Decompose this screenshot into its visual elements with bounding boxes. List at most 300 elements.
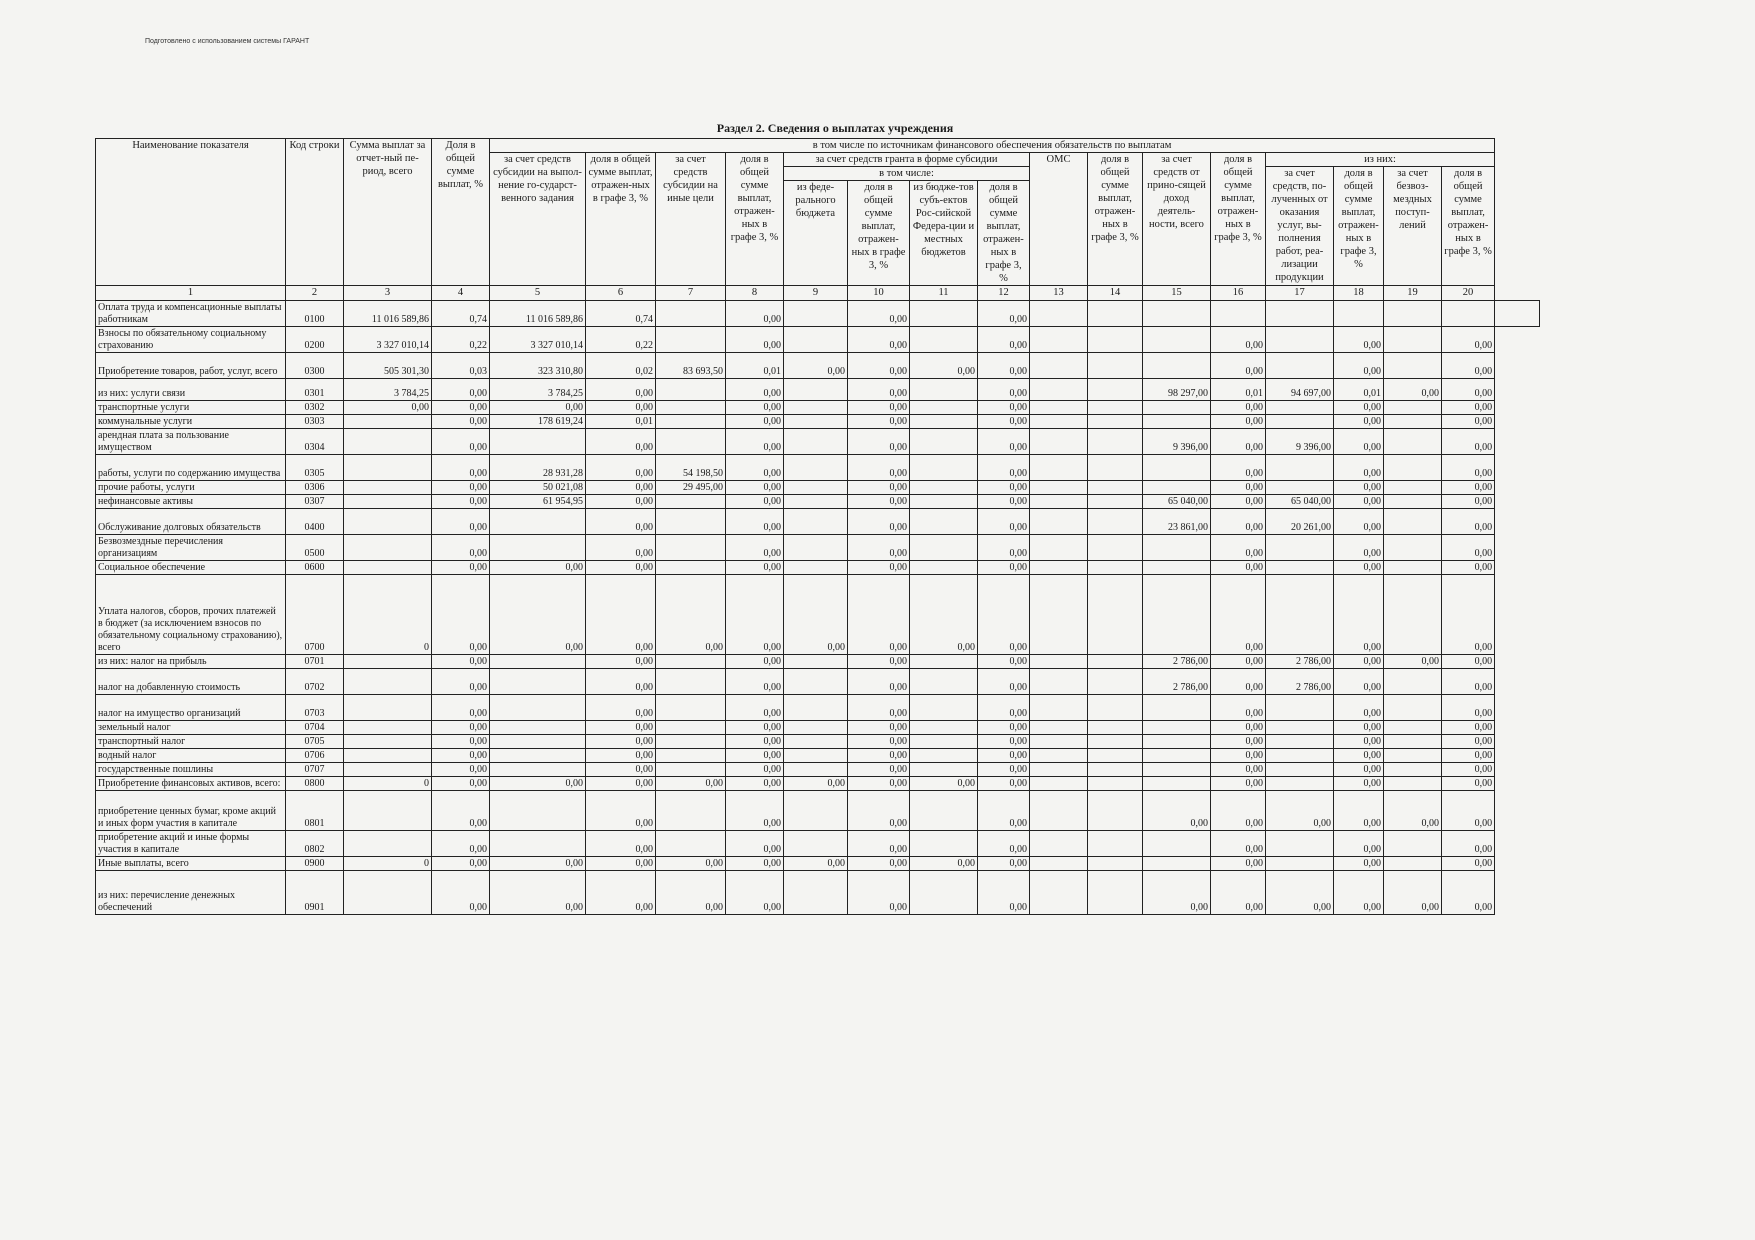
cell-value: 0,00 xyxy=(1211,871,1266,915)
cell-value: 0,00 xyxy=(1334,401,1384,415)
column-number: 4 xyxy=(432,286,490,301)
column-number: 17 xyxy=(1266,286,1334,301)
cell-value: 0,00 xyxy=(1266,871,1334,915)
cell-value: 0,00 xyxy=(1384,655,1442,669)
cell-value: 0,00 xyxy=(910,777,978,791)
cell-value xyxy=(1143,763,1211,777)
cell-value xyxy=(910,871,978,915)
cell-value: 0,00 xyxy=(1334,481,1384,495)
payments-table xyxy=(95,138,1540,915)
col-12-header: доля в общей сумме выплат, отражен-ных в графе 3, % xyxy=(978,181,1030,286)
cell-value: 0,00 xyxy=(726,749,784,763)
cell-value xyxy=(1143,831,1211,857)
cell-value xyxy=(910,561,978,575)
cell-value: 505 301,30 xyxy=(344,353,432,379)
row-code: 0301 xyxy=(286,379,344,401)
cell-value: 0,00 xyxy=(1442,857,1495,871)
row-name: Иные выплаты, всего xyxy=(96,857,286,871)
cell-value xyxy=(1088,415,1143,429)
cell-value xyxy=(344,871,432,915)
table-row xyxy=(96,495,1540,509)
row-code: 0200 xyxy=(286,327,344,353)
cell-value: 0,00 xyxy=(586,429,656,455)
cell-value: 0,00 xyxy=(432,831,490,857)
cell-value xyxy=(344,509,432,535)
col-13-header: ОМС xyxy=(1030,153,1088,286)
cell-value xyxy=(910,763,978,777)
cell-value: 0,00 xyxy=(1334,509,1384,535)
cell-value: 0,00 xyxy=(1211,327,1266,353)
cell-value xyxy=(784,721,848,735)
cell-value: 0,00 xyxy=(1334,721,1384,735)
cell-value: 0,00 xyxy=(784,777,848,791)
grant-group-header: за счет средств гранта в форме субсидии xyxy=(784,153,1030,167)
cell-value: 0,00 xyxy=(1334,575,1384,655)
cell-value: 0,00 xyxy=(586,831,656,857)
col-16-header: доля в общей сумме выплат, отражен-ных в графе 3, % xyxy=(1211,153,1266,286)
cell-value xyxy=(784,429,848,455)
row-name: Обслуживание долговых обязательств xyxy=(96,509,286,535)
cell-value: 0,00 xyxy=(726,735,784,749)
cell-value: 0 xyxy=(344,575,432,655)
cell-value xyxy=(1384,481,1442,495)
cell-value: 0,00 xyxy=(726,327,784,353)
cell-value: 0,00 xyxy=(848,831,910,857)
cell-value: 0,00 xyxy=(848,777,910,791)
cell-value: 0,00 xyxy=(910,857,978,871)
cell-value: 178 619,24 xyxy=(490,415,586,429)
cell-value xyxy=(1266,857,1334,871)
cell-value xyxy=(344,481,432,495)
cell-value: 3 327 010,14 xyxy=(344,327,432,353)
column-number: 5 xyxy=(490,286,586,301)
cell-value: 0,00 xyxy=(978,871,1030,915)
cell-value xyxy=(656,669,726,695)
cell-value: 0,00 xyxy=(586,763,656,777)
cell-value: 0,00 xyxy=(432,857,490,871)
row-code: 0900 xyxy=(286,857,344,871)
column-number: 12 xyxy=(978,286,1030,301)
cell-value xyxy=(1030,535,1088,561)
cell-value xyxy=(1088,455,1143,481)
cell-value xyxy=(344,735,432,749)
cell-value: 0,00 xyxy=(784,857,848,871)
cell-value: 0,00 xyxy=(490,857,586,871)
cell-value: 0,22 xyxy=(432,327,490,353)
cell-value xyxy=(784,401,848,415)
cell-value: 0,00 xyxy=(432,509,490,535)
cell-value xyxy=(784,455,848,481)
cell-value: 0,00 xyxy=(1442,481,1495,495)
cell-value xyxy=(1143,735,1211,749)
row-code: 0801 xyxy=(286,791,344,831)
cell-value xyxy=(1030,561,1088,575)
table-row xyxy=(96,353,1540,379)
cell-value xyxy=(1030,777,1088,791)
col-code-header: Код строки xyxy=(286,139,344,286)
cell-value: 0,00 xyxy=(1442,535,1495,561)
cell-value xyxy=(1384,831,1442,857)
table-row xyxy=(96,831,1540,857)
cell-value: 0,01 xyxy=(726,353,784,379)
cell-value: 0,00 xyxy=(1442,327,1495,353)
column-number: 8 xyxy=(726,286,784,301)
cell-value xyxy=(784,871,848,915)
cell-value xyxy=(784,735,848,749)
cell-value xyxy=(910,481,978,495)
cell-value xyxy=(1143,857,1211,871)
cell-value xyxy=(1384,455,1442,481)
cell-value: 23 861,00 xyxy=(1143,509,1211,535)
cell-value xyxy=(910,735,978,749)
cell-value: 0,00 xyxy=(848,429,910,455)
cell-value: 65 040,00 xyxy=(1266,495,1334,509)
cell-value: 0,00 xyxy=(432,415,490,429)
cell-value: 0,00 xyxy=(1334,655,1384,669)
table-row xyxy=(96,777,1540,791)
cell-value xyxy=(1384,749,1442,763)
cell-value: 0,00 xyxy=(432,735,490,749)
cell-value: 0,00 xyxy=(726,777,784,791)
cell-value: 0,00 xyxy=(848,735,910,749)
cell-value: 0,22 xyxy=(586,327,656,353)
cell-value: 0,00 xyxy=(586,871,656,915)
table-row xyxy=(96,415,1540,429)
cell-value: 0,00 xyxy=(978,749,1030,763)
cell-value: 11 016 589,86 xyxy=(344,301,432,327)
cell-value xyxy=(1030,327,1088,353)
cell-value: 0,00 xyxy=(432,695,490,721)
cell-value xyxy=(910,301,978,327)
cell-value xyxy=(910,455,978,481)
cell-value xyxy=(490,735,586,749)
cell-value xyxy=(344,495,432,509)
cell-value: 0,00 xyxy=(978,735,1030,749)
cell-value: 0,00 xyxy=(848,455,910,481)
cell-value: 0,00 xyxy=(726,721,784,735)
cell-value xyxy=(784,509,848,535)
cell-value xyxy=(910,327,978,353)
column-number: 1 xyxy=(96,286,286,301)
cell-value xyxy=(1266,763,1334,777)
cell-value: 0,00 xyxy=(1211,721,1266,735)
row-code: 0305 xyxy=(286,455,344,481)
cell-value: 0,00 xyxy=(1442,749,1495,763)
cell-value: 0,00 xyxy=(432,655,490,669)
cell-value xyxy=(656,721,726,735)
cell-value: 0,00 xyxy=(586,857,656,871)
cell-value xyxy=(1384,695,1442,721)
row-name: транспортный налог xyxy=(96,735,286,749)
cell-value: 0,00 xyxy=(586,575,656,655)
cell-value: 0,00 xyxy=(1211,429,1266,455)
cell-value xyxy=(344,415,432,429)
cell-value: 0,00 xyxy=(432,749,490,763)
cell-value xyxy=(1266,481,1334,495)
column-number: 11 xyxy=(910,286,978,301)
cell-value: 0,00 xyxy=(432,495,490,509)
cell-value xyxy=(784,695,848,721)
cell-value xyxy=(1143,535,1211,561)
cell-value xyxy=(1495,301,1540,327)
cell-value: 0,00 xyxy=(432,379,490,401)
cell-value: 0,00 xyxy=(1211,575,1266,655)
cell-value xyxy=(1030,871,1088,915)
cell-value: 0,00 xyxy=(978,721,1030,735)
row-code: 0100 xyxy=(286,301,344,327)
cell-value xyxy=(656,379,726,401)
cell-value xyxy=(784,379,848,401)
row-name: Уплата налогов, сборов, прочих платежей в бюджет (за исключением взносов по обязательному социальному страхованию), всего xyxy=(96,575,286,655)
cell-value: 50 021,08 xyxy=(490,481,586,495)
row-code: 0707 xyxy=(286,763,344,777)
row-name: налог на имущество организаций xyxy=(96,695,286,721)
row-code: 0303 xyxy=(286,415,344,429)
cell-value xyxy=(1088,735,1143,749)
cell-value xyxy=(1088,429,1143,455)
column-number: 6 xyxy=(586,286,656,301)
cell-value xyxy=(1030,721,1088,735)
cell-value: 0,00 xyxy=(586,455,656,481)
cell-value: 0,00 xyxy=(848,379,910,401)
cell-value xyxy=(490,535,586,561)
row-name: арендная плата за пользование имуществом xyxy=(96,429,286,455)
cell-value: 0,00 xyxy=(1211,561,1266,575)
cell-value: 0,00 xyxy=(1211,831,1266,857)
cell-value xyxy=(1030,749,1088,763)
cell-value xyxy=(344,749,432,763)
cell-value xyxy=(1088,535,1143,561)
cell-value: 0,00 xyxy=(586,749,656,763)
cell-value: 0,00 xyxy=(1334,749,1384,763)
column-numbers-row xyxy=(96,286,1540,301)
cell-value: 0,00 xyxy=(978,481,1030,495)
cell-value: 0,74 xyxy=(432,301,490,327)
cell-value xyxy=(1030,401,1088,415)
grant-sub-header: в том числе: xyxy=(784,167,1030,181)
cell-value xyxy=(656,831,726,857)
cell-value: 0,00 xyxy=(432,871,490,915)
cell-value xyxy=(1384,669,1442,695)
cell-value xyxy=(784,327,848,353)
cell-value: 0,00 xyxy=(784,575,848,655)
cell-value: 2 786,00 xyxy=(1143,669,1211,695)
cell-value: 28 931,28 xyxy=(490,455,586,481)
cell-value: 0,00 xyxy=(726,509,784,535)
col-19-header: за счет безвоз-мездных поступ-лений xyxy=(1384,167,1442,286)
row-code: 0702 xyxy=(286,669,344,695)
table-row xyxy=(96,401,1540,415)
row-name: работы, услуги по содержанию имущества xyxy=(96,455,286,481)
cell-value xyxy=(784,655,848,669)
cell-value: 0,00 xyxy=(1442,353,1495,379)
cell-value xyxy=(910,695,978,721)
cell-value: 2 786,00 xyxy=(1266,669,1334,695)
cell-value xyxy=(1088,509,1143,535)
cell-value: 0,00 xyxy=(848,327,910,353)
cell-value xyxy=(656,401,726,415)
table-row xyxy=(96,481,1540,495)
cell-value: 0,00 xyxy=(978,535,1030,561)
cell-value xyxy=(490,749,586,763)
cell-value: 98 297,00 xyxy=(1143,379,1211,401)
cell-value: 0,00 xyxy=(978,301,1030,327)
cell-value xyxy=(1088,327,1143,353)
cell-value: 0,00 xyxy=(1211,415,1266,429)
column-number: 19 xyxy=(1384,286,1442,301)
cell-value xyxy=(656,655,726,669)
row-name: приобретение ценных бумаг, кроме акций и иных форм участия в капитале xyxy=(96,791,286,831)
section-title: Раздел 2. Сведения о выплатах учреждения xyxy=(716,121,954,135)
row-name: коммунальные услуги xyxy=(96,415,286,429)
cell-value xyxy=(910,535,978,561)
cell-value xyxy=(1266,777,1334,791)
cell-value: 94 697,00 xyxy=(1266,379,1334,401)
cell-value: 0,00 xyxy=(432,777,490,791)
cell-value: 0,00 xyxy=(848,575,910,655)
cell-value: 0,00 xyxy=(586,735,656,749)
cell-value: 0,00 xyxy=(1211,495,1266,509)
cell-value: 0,00 xyxy=(656,777,726,791)
cell-value xyxy=(656,791,726,831)
cell-value: 0,00 xyxy=(1334,695,1384,721)
cell-value: 0,00 xyxy=(1334,327,1384,353)
cell-value: 0,00 xyxy=(1334,535,1384,561)
cell-value: 0,00 xyxy=(978,415,1030,429)
cell-value xyxy=(910,831,978,857)
cell-value: 0,00 xyxy=(978,379,1030,401)
cell-value: 0,00 xyxy=(490,575,586,655)
col-17-header: за счет средств, по-лученных от оказания услуг, вы-полнения работ, реа-лизации продукции xyxy=(1266,167,1334,286)
cell-value: 0,00 xyxy=(1211,669,1266,695)
column-number: 18 xyxy=(1334,286,1384,301)
row-name: Социальное обеспечение xyxy=(96,561,286,575)
cell-value: 0,00 xyxy=(1334,669,1384,695)
cell-value: 0,00 xyxy=(1211,401,1266,415)
cell-value xyxy=(1384,509,1442,535)
cell-value: 0,00 xyxy=(586,495,656,509)
cell-value: 0,00 xyxy=(848,655,910,669)
cell-value xyxy=(1143,695,1211,721)
cell-value: 0,00 xyxy=(978,857,1030,871)
cell-value: 0,00 xyxy=(432,455,490,481)
cell-value: 0,00 xyxy=(1442,763,1495,777)
cell-value: 0,00 xyxy=(1442,669,1495,695)
cell-value xyxy=(656,749,726,763)
row-name: Безвозмездные перечисления организациям xyxy=(96,535,286,561)
cell-value: 0,00 xyxy=(1211,655,1266,669)
row-code: 0701 xyxy=(286,655,344,669)
table-row xyxy=(96,455,1540,481)
cell-value: 0,00 xyxy=(1384,871,1442,915)
table-row xyxy=(96,857,1540,871)
table-row xyxy=(96,575,1540,655)
cell-value: 0,01 xyxy=(1334,379,1384,401)
cell-value xyxy=(1266,415,1334,429)
cell-value xyxy=(1266,721,1334,735)
cell-value: 0,00 xyxy=(978,655,1030,669)
cell-value xyxy=(1334,301,1384,327)
table-row xyxy=(96,791,1540,831)
cell-value: 0,00 xyxy=(344,401,432,415)
row-name: Приобретение финансовых активов, всего: xyxy=(96,777,286,791)
cell-value: 0,00 xyxy=(1334,871,1384,915)
cell-value: 0,00 xyxy=(432,401,490,415)
cell-value: 0,00 xyxy=(1442,379,1495,401)
cell-value xyxy=(784,791,848,831)
cell-value: 0,00 xyxy=(1334,857,1384,871)
cell-value: 0,00 xyxy=(1334,831,1384,857)
cell-value xyxy=(344,535,432,561)
cell-value xyxy=(1143,455,1211,481)
row-code: 0700 xyxy=(286,575,344,655)
cell-value: 11 016 589,86 xyxy=(490,301,586,327)
cell-value: 0,00 xyxy=(726,301,784,327)
cell-value xyxy=(344,695,432,721)
cell-value: 0,00 xyxy=(1334,353,1384,379)
cell-value: 0,00 xyxy=(1211,481,1266,495)
column-number: 15 xyxy=(1143,286,1211,301)
table-row xyxy=(96,721,1540,735)
cell-value xyxy=(1030,791,1088,831)
cell-value: 0,00 xyxy=(586,481,656,495)
cell-value: 0,00 xyxy=(586,669,656,695)
cell-value: 0,00 xyxy=(978,429,1030,455)
cell-value xyxy=(910,509,978,535)
cell-value xyxy=(784,831,848,857)
cell-value: 0,00 xyxy=(1442,735,1495,749)
row-name: транспортные услуги xyxy=(96,401,286,415)
row-name: из них: услуги связи xyxy=(96,379,286,401)
cell-value xyxy=(1266,749,1334,763)
cell-value xyxy=(1143,749,1211,763)
table-row xyxy=(96,535,1540,561)
cell-value xyxy=(344,763,432,777)
col-10-header: доля в общей сумме выплат, отражен-ных в графе 3, % xyxy=(848,181,910,286)
cell-value xyxy=(1088,695,1143,721)
table-row xyxy=(96,669,1540,695)
cell-value xyxy=(1030,669,1088,695)
cell-value: 0,00 xyxy=(586,791,656,831)
cell-value: 0,00 xyxy=(656,871,726,915)
cell-value xyxy=(1143,415,1211,429)
table-row xyxy=(96,301,1540,327)
cell-value: 3 784,25 xyxy=(490,379,586,401)
col-20-header: доля в общей сумме выплат, отражен-ных в графе 3, % xyxy=(1442,167,1495,286)
cell-value xyxy=(1088,561,1143,575)
cell-value: 0,00 xyxy=(726,669,784,695)
cell-value xyxy=(656,535,726,561)
cell-value: 0,00 xyxy=(432,429,490,455)
cell-value: 0,00 xyxy=(432,721,490,735)
cell-value xyxy=(656,327,726,353)
row-code: 0706 xyxy=(286,749,344,763)
table-row xyxy=(96,561,1540,575)
cell-value: 0,00 xyxy=(848,669,910,695)
cell-value: 0,00 xyxy=(1334,495,1384,509)
cell-value: 0,00 xyxy=(848,857,910,871)
cell-value: 0,00 xyxy=(1442,495,1495,509)
cell-value xyxy=(344,831,432,857)
cell-value: 0,00 xyxy=(490,561,586,575)
cell-value xyxy=(1088,749,1143,763)
row-name: из них: налог на прибыль xyxy=(96,655,286,669)
cell-value xyxy=(784,669,848,695)
col-15-header: за счет средств от прино-сящей доход деятель-ности, всего xyxy=(1143,153,1211,286)
col-11-header: из бюдже-тов субъ-ектов Рос-сийской Федера-ции и местных бюджетов xyxy=(910,181,978,286)
column-number: 20 xyxy=(1442,286,1495,301)
column-number: 16 xyxy=(1211,286,1266,301)
